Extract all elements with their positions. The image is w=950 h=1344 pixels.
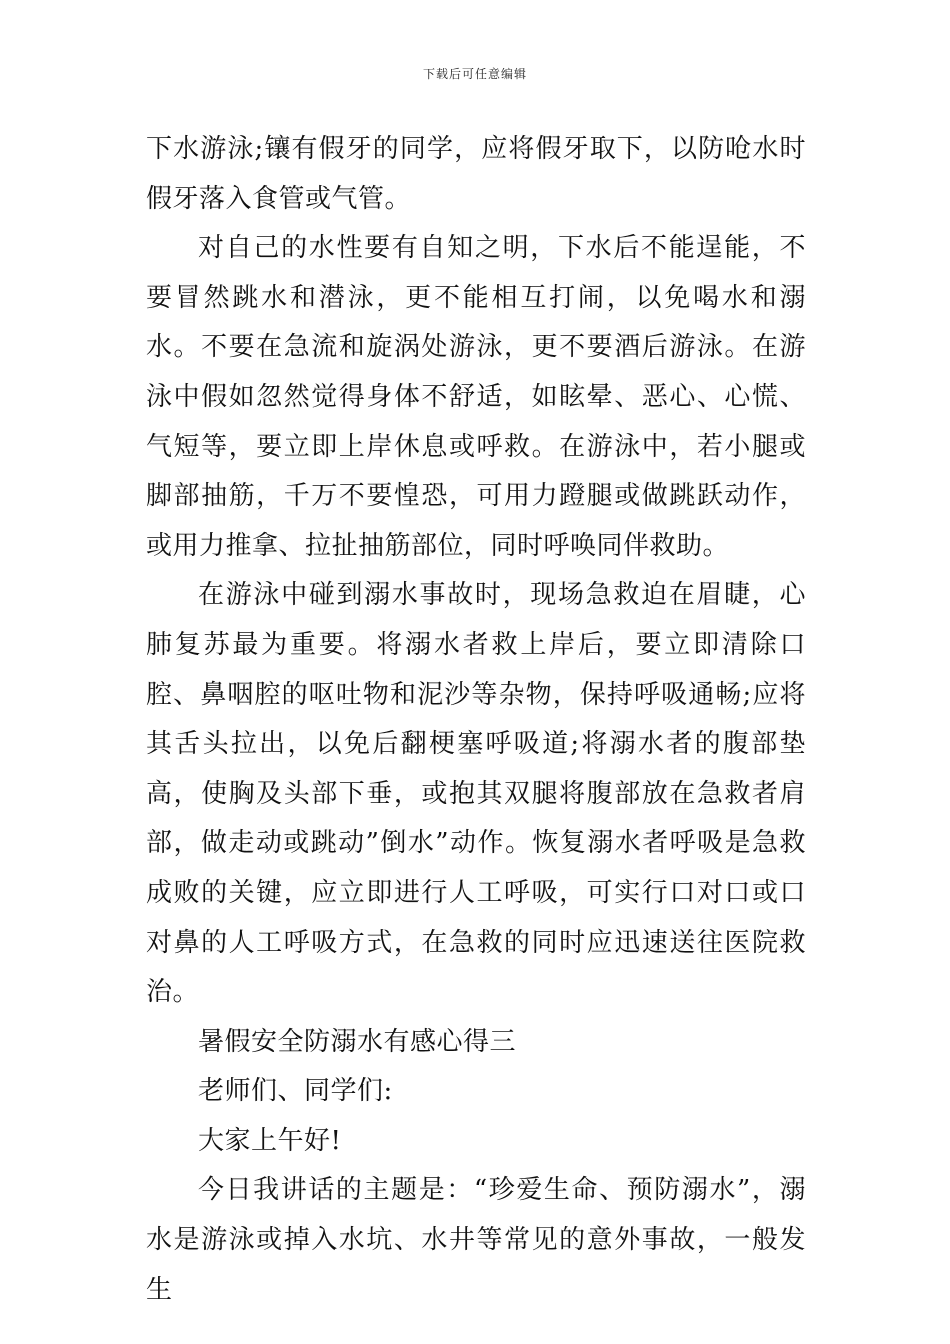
greeting: 大家上午好! <box>198 1125 342 1156</box>
section-title: 暑假安全防溺水有感心得三 <box>198 1026 517 1057</box>
paragraph-3: 在游泳中碰到溺水事故时，现场急救迫在眉睫，心肺复苏最为重要。将溺水者救上岸后，要立即清除口腔、鼻咽腔的呕吐物和泥沙等杂物，保持呼吸通畅;应将其舌头拉出，以免后翻梗塞呼吸道;将溺水者的腹部垫高，使胸及头部下垂，或抱其双腿将腹部放在急救者肩部，做走动或跳动”倒水”动作。恢复溺水者呼吸是急救成败的关键，应立即进行人工呼吸，可实行口对口或口对鼻的人工呼吸方式，在急救的同时应迅速送往医院救治。 <box>146 580 806 1008</box>
page-header-note: 下载后可任意编辑 <box>422 67 527 81</box>
salutation: 老师们、同学们: <box>198 1076 393 1107</box>
paragraph-7: 今日我讲话的主题是：“珍爱生命、预防溺水”，溺水是游泳或掉入水坑、水井等常见的意外事故，一般发生 <box>146 1175 806 1305</box>
paragraph-1: 下水游泳;镶有假牙的同学，应将假牙取下，以防呛水时假牙落入食管或气管。 <box>146 134 806 214</box>
paragraph-2: 对自己的水性要有自知之明，下水后不能逞能，不要冒然跳水和潜泳，更不能相互打闹，以免喝水和溺水。不要在急流和旋涡处游泳，更不要酒后游泳。在游泳中假如忽然觉得身体不舒适，如眩晕、恶心、心慌、气短等，要立即上岸休息或呼救。在游泳中，若小腿或脚部抽筋，千万不要惶恐，可用力蹬腿或做跳跃动作，或用力推拿、拉扯抽筋部位，同时呼唤同伴救助。 <box>146 233 806 561</box>
document-body <box>146 125 806 1315</box>
